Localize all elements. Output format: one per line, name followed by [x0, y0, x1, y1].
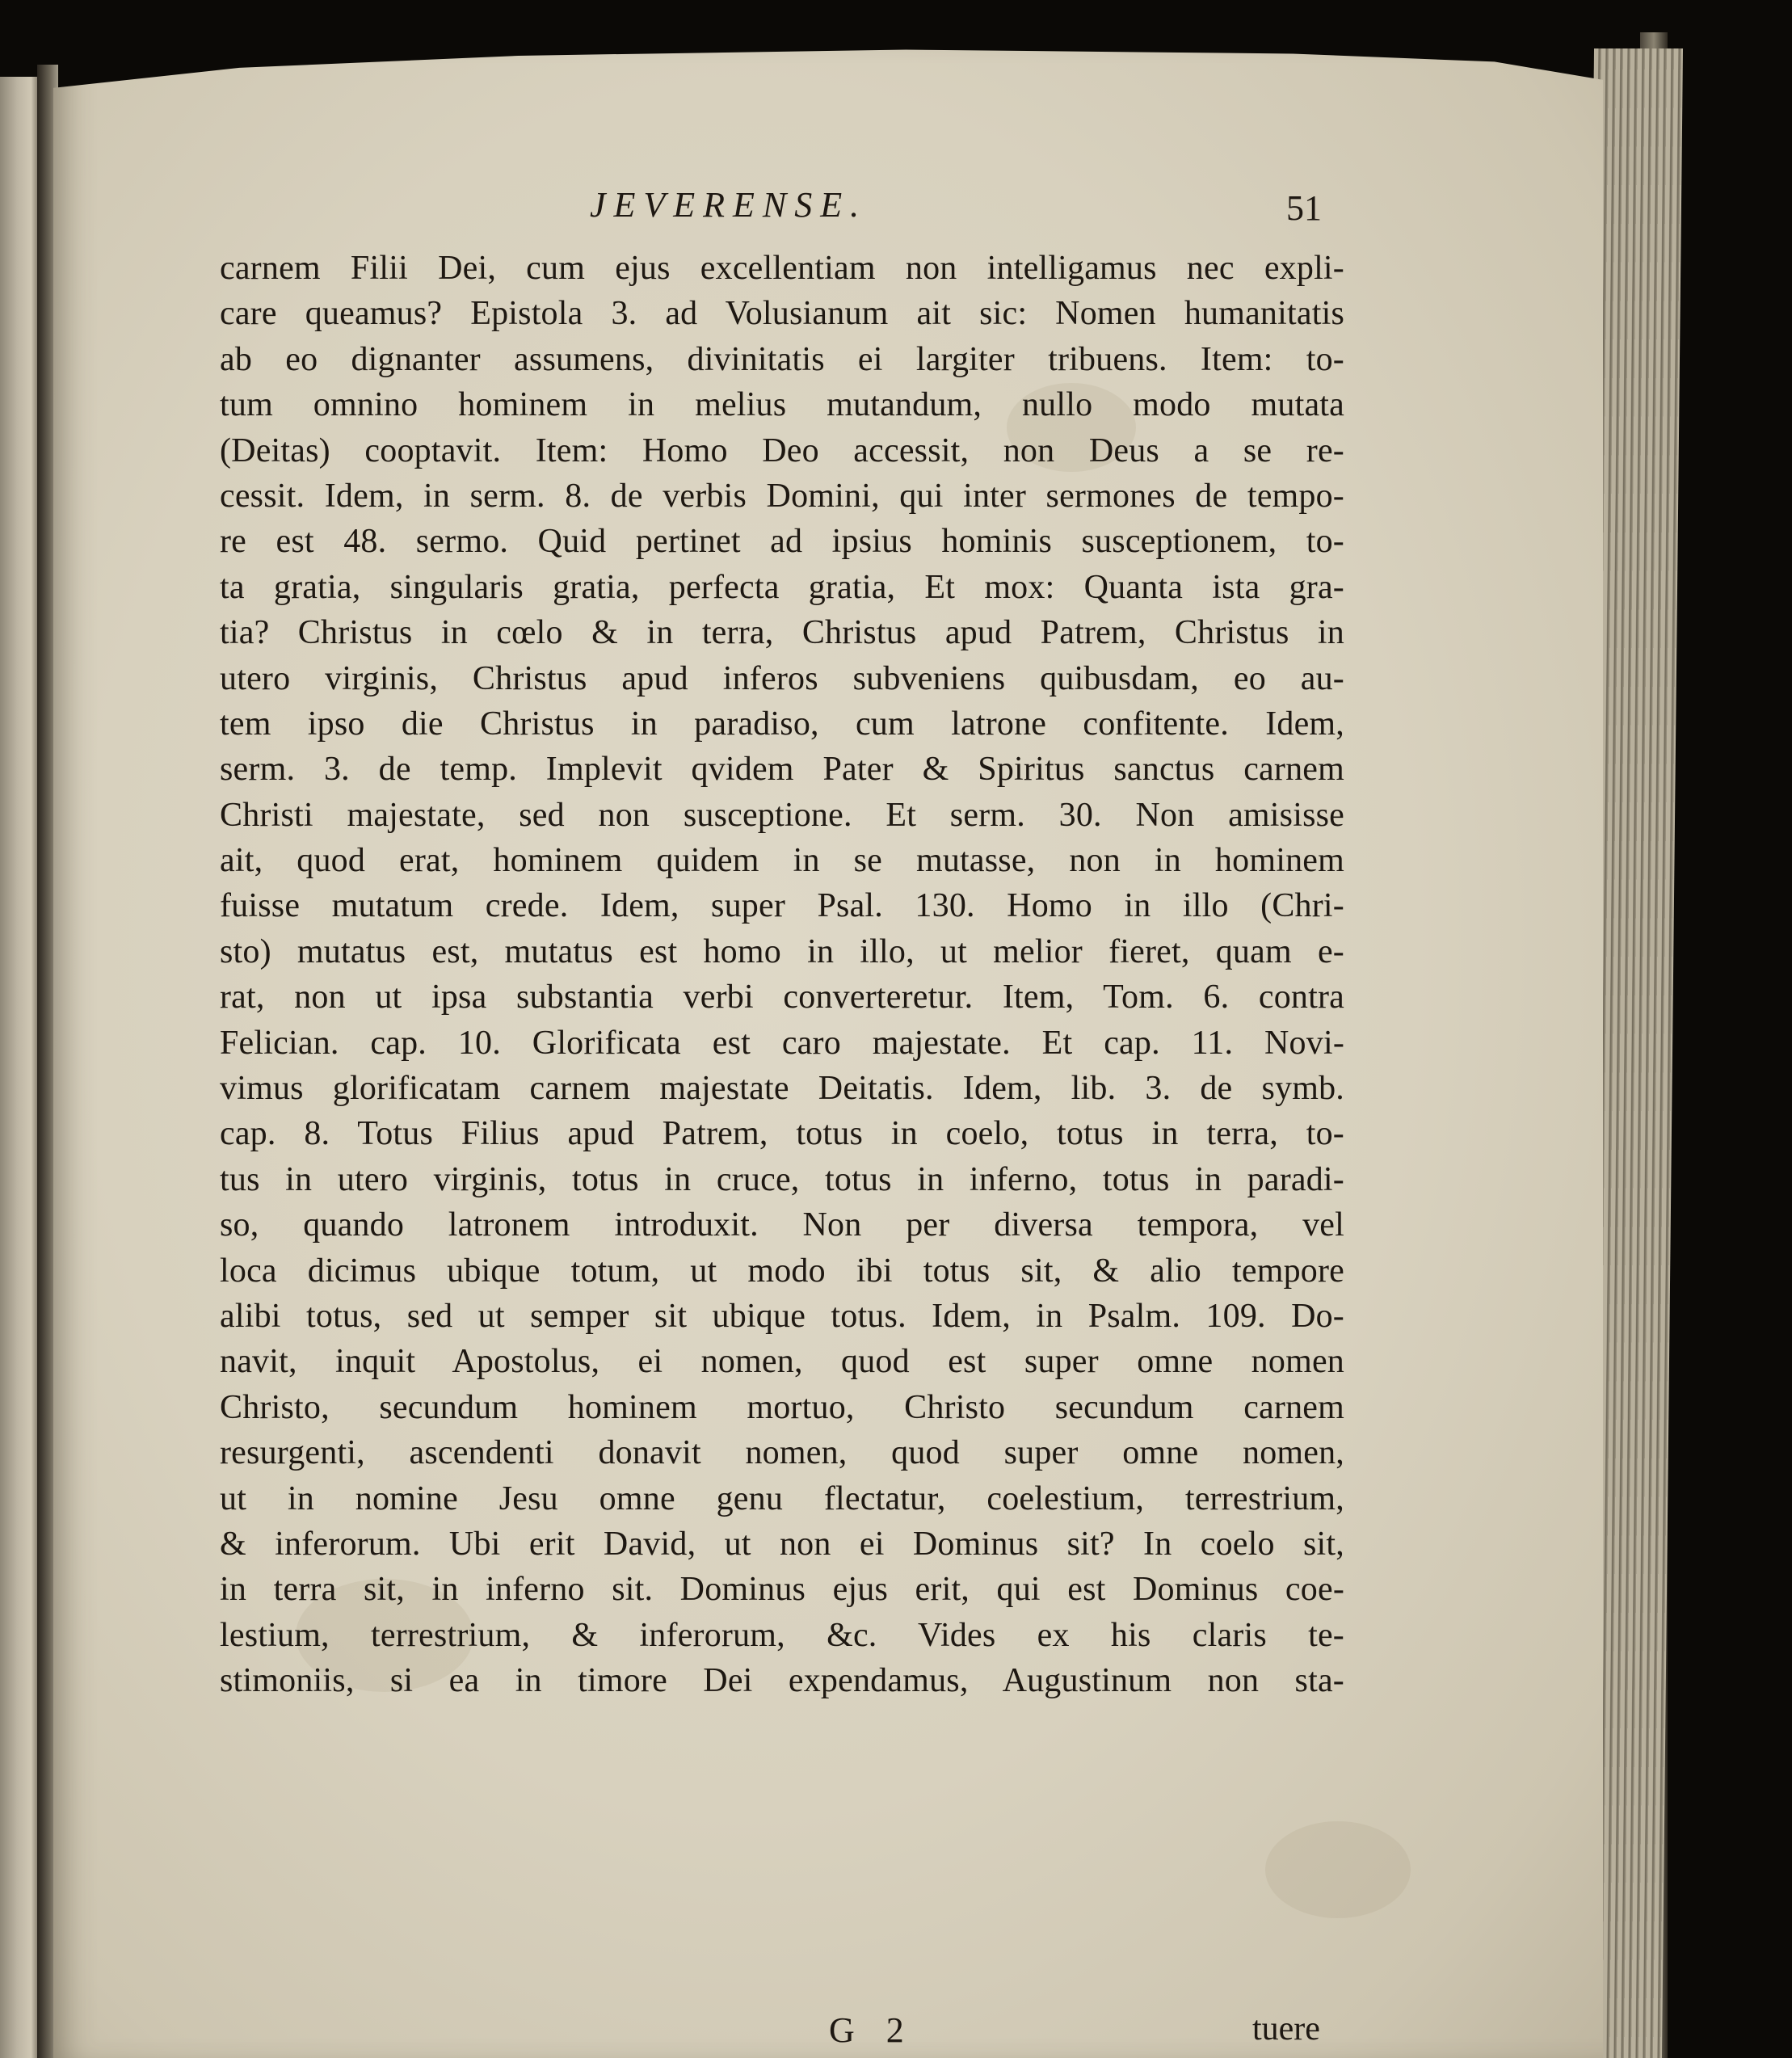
text-line: tem ipso die Christus in paradiso, cum latrone confitente. Idem,: [220, 705, 1344, 743]
text-line: utero virginis, Christus apud inferos subveniens quibusdam, eo au-: [220, 659, 1344, 697]
text-line: alibi totus, sed ut semper sit ubique totus. Idem, in Psalm. 109. Do-: [220, 1297, 1344, 1335]
page-number: 51: [1286, 188, 1322, 228]
text-line: vimus glorificatam carnem majestate Deitatis. Idem, lib. 3. de symb.: [220, 1070, 1344, 1108]
text-line: navit, inquit Apostolus, ei nomen, quod est super omne nomen: [220, 1343, 1344, 1381]
text-line: tia? Christus in cœlo & in terra, Christus apud Patrem, Christus in: [220, 614, 1344, 652]
text-line: ta gratia, singularis gratia, perfecta gratia, Et mox: Quanta ista gra-: [220, 568, 1344, 606]
text-line: resurgenti, ascendenti donavit nomen, quod super omne nomen,: [220, 1434, 1344, 1472]
text-line: so, quando latronem introduxit. Non per diversa tempora, vel: [220, 1206, 1344, 1244]
text-line: loca dicimus ubique totum, ut modo ibi totus sit, & alio tempore: [220, 1252, 1344, 1290]
text-line: ut in nomine Jesu omne genu flectatur, coelestium, terrestrium,: [220, 1479, 1344, 1517]
text-line: & inferorum. Ubi erit David, ut non ei Dominus sit? In coelo sit,: [220, 1525, 1344, 1563]
text-line: in terra sit, in inferno sit. Dominus ejus erit, qui est Dominus coe-: [220, 1571, 1344, 1609]
body-text: [220, 246, 1344, 1704]
running-head: JEVERENSE.: [590, 185, 868, 225]
text-line: (Deitas) cooptavit. Item: Homo Deo accessit, non Deus a se re-: [220, 431, 1344, 469]
text-line: rat, non ut ipsa substantia verbi converteretur. Item, Tom. 6. contra: [220, 978, 1344, 1016]
text-line: care queamus? Epistola 3. ad Volusianum ait sic: Nomen humanitatis: [220, 295, 1344, 333]
text-line: Christi majestate, sed non susceptione. Et serm. 30. Non amisisse: [220, 796, 1344, 834]
text-line: serm. 3. de temp. Implevit qvidem Pater & Spiritus sanctus carnem: [220, 751, 1344, 789]
text-line: lestium, terrestrium, & inferorum, &c. Vides ex his claris te-: [220, 1616, 1344, 1654]
text-line: ait, quod erat, hominem quidem in se mutasse, non in hominem: [220, 842, 1344, 880]
text-line: re est 48. sermo. Quid pertinet ad ipsius hominis susceptionem, to-: [220, 523, 1344, 561]
text-line: carnem Filii Dei, cum ejus excellentiam non intelligamus nec expli-: [220, 250, 1344, 287]
text-line: stimoniis, si ea in timore Dei expendamus, Augustinum non sta-: [220, 1662, 1344, 1700]
facing-page-edge: [0, 77, 39, 2058]
paper-stain: [1265, 1821, 1411, 1918]
signature-mark: G 2: [829, 2010, 915, 2050]
text-line: tum omnino hominem in melius mutandum, nullo modo mutata: [220, 386, 1344, 424]
text-line: Felician. cap. 10. Glorificata est caro majestate. Et cap. 11. Novi-: [220, 1024, 1344, 1062]
text-line: ab eo dignanter assumens, divinitatis ei largiter tribuens. Item: to-: [220, 340, 1344, 378]
catchword: tuere: [1252, 2010, 1320, 2047]
text-line: cap. 8. Totus Filius apud Patrem, totus in coelo, totus in terra, to-: [220, 1115, 1344, 1153]
text-line: fuisse mutatum crede. Idem, super Psal. 130. Homo in illo (Chri-: [220, 887, 1344, 925]
text-line: sto) mutatus est, mutatus est homo in illo, ut melior fieret, quam e-: [220, 932, 1344, 970]
text-line: cessit. Idem, in serm. 8. de verbis Domini, qui inter sermones de tempo-: [220, 477, 1344, 515]
text-line: Christo, secundum hominem mortuo, Christo secundum carnem: [220, 1388, 1344, 1426]
text-line: tus in utero virginis, totus in cruce, totus in inferno, totus in paradi-: [220, 1160, 1344, 1198]
